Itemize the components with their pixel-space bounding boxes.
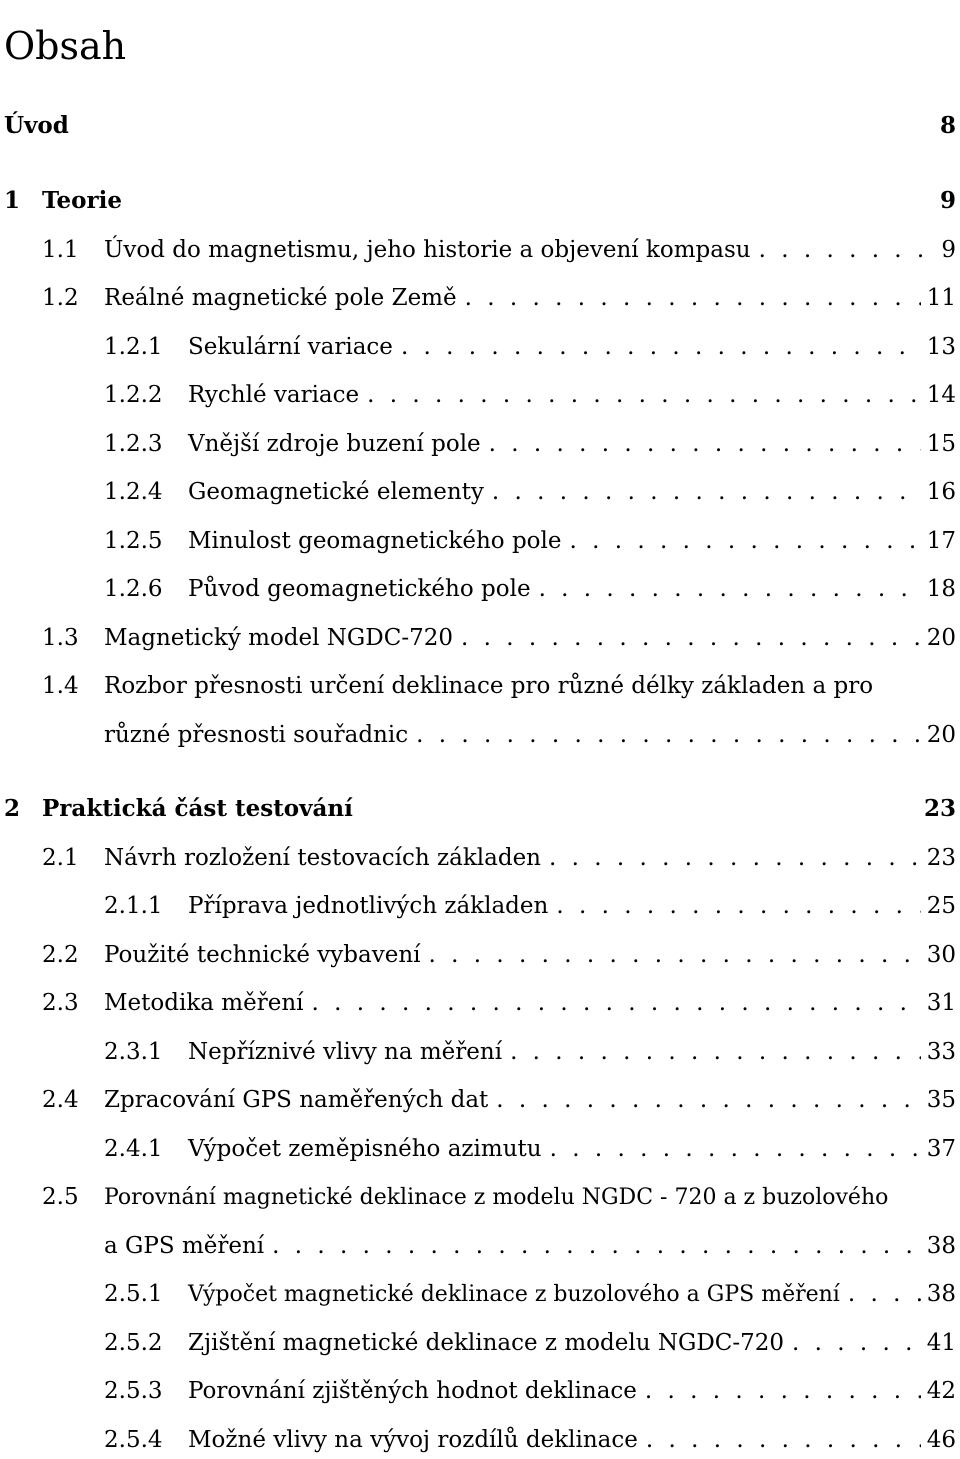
toc-entry-title: Původ geomagnetického pole <box>188 576 531 602</box>
toc-entry-number: 1.2.2 <box>104 382 163 408</box>
toc-entry-title: Nepříznivé vlivy na měření <box>188 1039 503 1065</box>
toc-entry-page: 23 <box>926 845 956 871</box>
toc-entry-2-5-1[interactable] <box>0 1277 956 1311</box>
toc-entry-page: 46 <box>926 1427 956 1453</box>
toc-leader-dots <box>492 475 921 509</box>
toc-leader-dots <box>645 1374 921 1408</box>
toc-entry-number: 2.1.1 <box>104 893 163 919</box>
toc-entry-number: 1.2.4 <box>104 479 163 505</box>
toc-entry-page: 8 <box>939 112 956 139</box>
toc-entry-title-continued: a GPS měření <box>104 1233 265 1259</box>
toc-entry-number: 1.4 <box>42 673 79 699</box>
toc-entry-title: Magnetický model NGDC-720 <box>104 625 453 651</box>
toc-entry-page: 17 <box>926 528 956 554</box>
toc-entry-title: Sekulární variace <box>188 334 393 360</box>
toc-entry-title: Vnější zdroje buzení pole <box>188 431 481 457</box>
toc-entry-page: 31 <box>926 990 956 1016</box>
toc-entry-page: 9 <box>939 187 956 214</box>
toc-entry-page: 42 <box>926 1378 956 1404</box>
toc-entry-page: 41 <box>926 1330 956 1356</box>
toc-entry-title: Úvod <box>4 112 69 139</box>
toc-entry-2-1-1[interactable] <box>0 889 956 923</box>
toc-entry-2-5-4[interactable] <box>0 1423 956 1457</box>
toc-entry-page: 23 <box>923 795 956 822</box>
toc-entry-2-3[interactable] <box>0 986 956 1020</box>
toc-entry-2-5-2[interactable] <box>0 1326 956 1360</box>
toc-entry-number: 1 <box>4 187 21 214</box>
toc-leader-dots <box>646 1423 921 1457</box>
toc-leader-dots <box>759 233 924 267</box>
toc-entry-title: Návrh rozložení testovacích základen <box>104 845 541 871</box>
toc-entry-title: Porovnání zjištěných hodnot deklinace <box>188 1378 637 1404</box>
toc-entry-1-4-continued[interactable] <box>0 718 956 752</box>
toc-entry-page: 20 <box>926 625 956 651</box>
toc-entry-page: 20 <box>926 722 956 748</box>
toc-entry-page: 9 <box>941 237 956 263</box>
toc-entry-page: 38 <box>926 1281 956 1307</box>
page-title: Obsah <box>4 24 127 69</box>
toc-entry-page: 38 <box>926 1233 956 1259</box>
toc-leader-dots <box>510 1035 921 1069</box>
toc-entry-title: Rozbor přesnosti určení deklinace pro různé délky základen a pro <box>104 673 874 699</box>
toc-entry-number: 2.5.1 <box>104 1281 163 1307</box>
toc-entry-title: Rychlé variace <box>188 382 360 408</box>
toc-entry-page: 13 <box>926 334 956 360</box>
toc-entry-2-2[interactable] <box>0 938 956 972</box>
toc-entry-title: Možné vlivy na vývoj rozdílů deklinace <box>188 1427 638 1453</box>
toc-leader-dots <box>489 427 921 461</box>
toc-entry-number: 2.5.3 <box>104 1378 163 1404</box>
toc-entry-number: 2.1 <box>42 845 79 871</box>
toc-leader-dots <box>312 986 921 1020</box>
toc-entry-number: 1.2.5 <box>104 528 163 554</box>
toc-entry-number: 2.5.2 <box>104 1330 163 1356</box>
toc-entry-1-2-4[interactable] <box>0 475 956 509</box>
toc-entry-number: 1.2.1 <box>104 334 163 360</box>
toc-entry-number: 1.2 <box>42 285 79 311</box>
toc-leader-dots <box>416 718 921 752</box>
toc-entry-title: Výpočet magnetické deklinace z buzolového a GPS měření <box>188 1282 840 1307</box>
toc-entry-page: 11 <box>926 285 956 311</box>
toc-leader-dots <box>401 330 921 364</box>
toc-entry-title: Úvod do magnetismu, jeho historie a objevení kompasu <box>104 237 751 263</box>
toc-entry-title: Reálné magnetické pole Země <box>104 285 457 311</box>
toc-entry-1-3[interactable] <box>0 621 956 655</box>
toc-entry-page: 15 <box>926 431 956 457</box>
toc-leader-dots <box>848 1277 921 1311</box>
toc-entry-title: Porovnání magnetické deklinace z modelu NGDC - 720 a z buzolového <box>104 1185 889 1210</box>
toc-entry-title-continued: různé přesnosti souřadnic <box>104 722 409 748</box>
toc-entry-page: 33 <box>926 1039 956 1065</box>
toc-entry-page: 18 <box>926 576 956 602</box>
toc-entry-2-5-continued[interactable] <box>0 1229 956 1263</box>
toc-entry-number: 2.3 <box>42 990 79 1016</box>
toc-entry-number: 1.1 <box>42 237 79 263</box>
toc-entry-title: Zjištění magnetické deklinace z modelu NGDC-720 <box>188 1330 785 1356</box>
toc-entry-2-5-3[interactable] <box>0 1374 956 1408</box>
toc-entry-number: 2 <box>4 795 21 822</box>
toc-entry-1-1[interactable] <box>0 233 956 267</box>
toc-entry-title: Zpracování GPS naměřených dat <box>104 1087 489 1113</box>
toc-entry-number: 2.3.1 <box>104 1039 163 1065</box>
toc-entry-1-2-2[interactable] <box>0 378 956 412</box>
toc-leader-dots <box>272 1229 921 1263</box>
toc-entry-2-4[interactable] <box>0 1083 956 1117</box>
toc-entry-title: Metodika měření <box>104 990 304 1016</box>
toc-entry-number: 1.2.6 <box>104 576 163 602</box>
toc-entry-title: Příprava jednotlivých základen <box>188 893 549 919</box>
toc-entry-title: Výpočet zeměpisného azimutu <box>188 1136 542 1162</box>
toc-entry-2-3-1[interactable] <box>0 1035 956 1069</box>
toc-entry-1-2-5[interactable] <box>0 524 956 558</box>
toc-entry-number: 1.3 <box>42 625 79 651</box>
toc-leader-dots <box>550 1132 921 1166</box>
toc-leader-dots <box>569 524 920 558</box>
toc-leader-dots <box>429 938 921 972</box>
toc-entry-number: 2.5.4 <box>104 1427 163 1453</box>
toc-leader-dots <box>549 841 921 875</box>
toc-leader-dots <box>556 889 920 923</box>
toc-leader-dots <box>539 572 921 606</box>
toc-leader-dots <box>461 621 921 655</box>
toc-leader-dots <box>367 378 921 412</box>
toc-entry-uvod[interactable] <box>0 109 956 143</box>
toc-entry-page: 16 <box>926 479 956 505</box>
toc-entry-page: 25 <box>926 893 956 919</box>
toc-entry-number: 2.4.1 <box>104 1136 163 1162</box>
toc-entry-number: 2.5 <box>42 1184 79 1210</box>
toc-entry-1-2-6[interactable] <box>0 572 956 606</box>
toc-entry-2-4-1[interactable] <box>0 1132 956 1166</box>
toc-leader-dots <box>792 1326 921 1360</box>
toc-entry-page: 30 <box>926 942 956 968</box>
toc-entry-2-5[interactable] <box>0 1180 956 1214</box>
toc-entry-1-2[interactable] <box>0 281 956 315</box>
toc-entry-title: Praktická část testování <box>42 795 353 822</box>
toc-entry-title: Minulost geomagnetického pole <box>188 528 562 554</box>
toc-leader-dots <box>496 1083 920 1117</box>
toc-entry-1-2-1[interactable] <box>0 330 956 364</box>
toc-entry-1-4[interactable] <box>0 669 956 703</box>
toc-entry-2-1[interactable] <box>0 841 956 875</box>
toc-entry-page: 35 <box>926 1087 956 1113</box>
toc-entry-title: Použité technické vybavení <box>104 942 421 968</box>
toc-leader-dots <box>465 281 921 315</box>
toc-entry-chapter-1[interactable] <box>0 184 956 218</box>
toc-entry-number: 2.4 <box>42 1087 79 1113</box>
toc-entry-number: 2.2 <box>42 942 79 968</box>
toc-entry-title: Teorie <box>42 187 122 214</box>
toc-entry-page: 14 <box>926 382 956 408</box>
toc-entry-chapter-2[interactable] <box>0 792 956 826</box>
toc-entry-title: Geomagnetické elementy <box>188 479 484 505</box>
toc-entry-1-2-3[interactable] <box>0 427 956 461</box>
toc-entry-number: 1.2.3 <box>104 431 163 457</box>
toc-entry-page: 37 <box>926 1136 956 1162</box>
